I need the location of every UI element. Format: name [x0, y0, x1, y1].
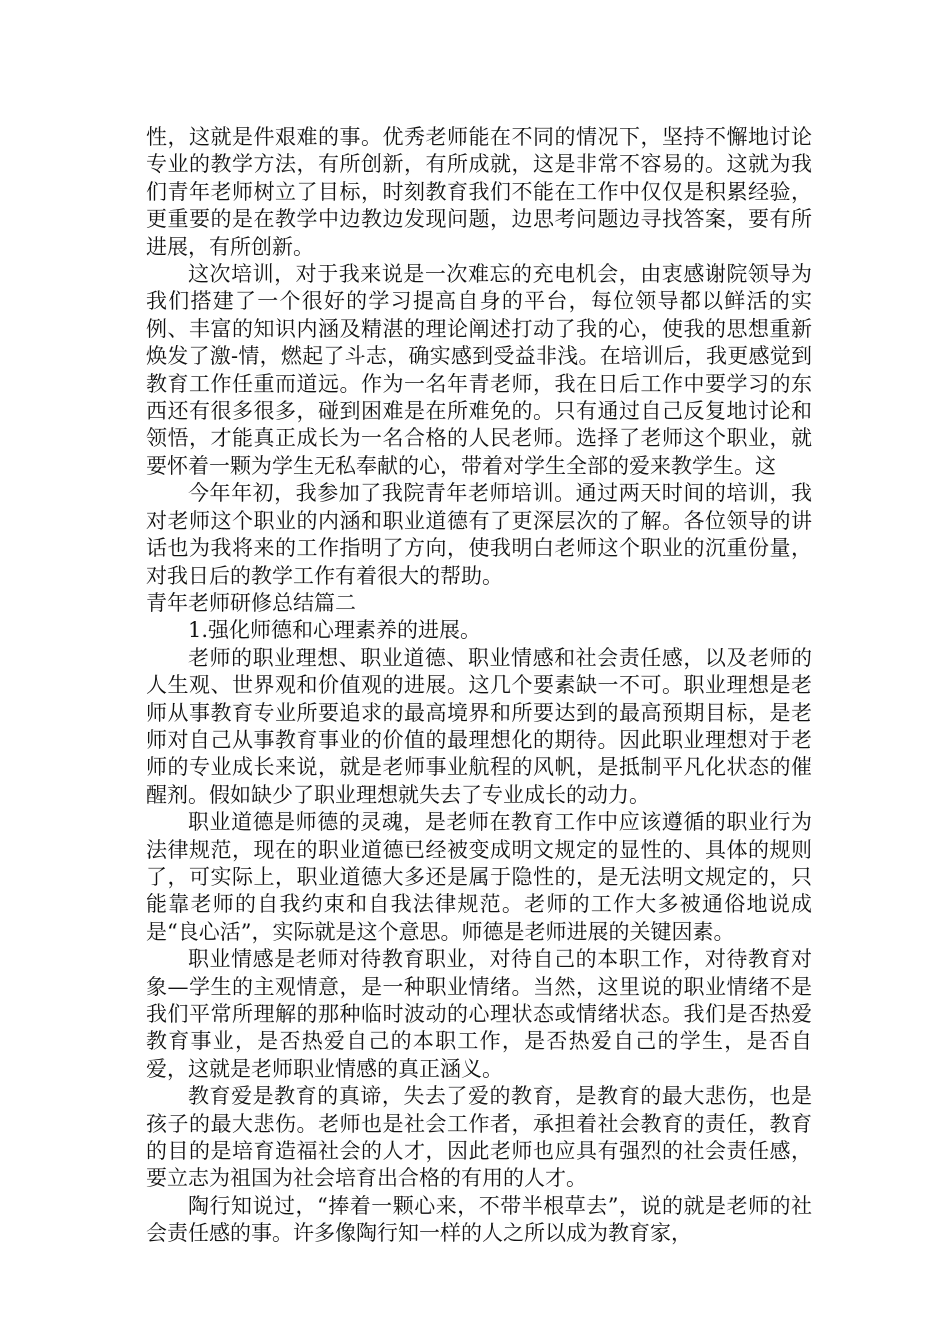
paragraph-2: 这次培训，对于我来说是一次难忘的充电机会，由衷感谢院领导为我们搭建了一个很好的学习提高自身的平台，每位领导都以鲜活的实例、丰富的知识内涵及精湛的理论阐述打动了我的心，使我的思想重新焕发了激-情，燃起了斗志，确实感到受益非浅。在培训后，我更感觉到教育工作任重而道远。作为一名年青老师，我在日后工作中要学习的东西还有很多很多，碰到困难是在所难免的。只有通过自己反复地讨论和领悟，才能真正成长为一名合格的人民老师。选择了老师这个职业，就要怀着一颗为学生无私奉献的心，带着对学生全部的爱来教学生。这 — [146, 262, 812, 478]
paragraph-6: 职业道德是师德的灵魂，是老师在教育工作中应该遵循的职业行为法律规范，现在的职业道德已经被变成明文规定的显性的、具体的规则了，可实际上，职业道德大多还是属于隐性的，是无法明文规定的，只能靠老师的自我约束和自我法律规范。老师的工作大多被通俗地说成是“良心活”，实际就是这个意思。师德是老师进展的关键因素。 — [146, 810, 812, 944]
paragraph-1: 性，这就是件艰难的事。优秀老师能在不同的情况下，坚持不懈地讨论专业的教学方法，有所创新，有所成就，这是非常不容易的。这就为我们青年老师树立了目标，时刻教育我们不能在工作中仅仅是积累经验，更重要的是在教学中边教边发现问题，边思考问题边寻找答案，要有所进展，有所创新。 — [146, 125, 812, 259]
paragraph-9: 陶行知说过，“捧着一颗心来，不带半根草去”，说的就是老师的社会责任感的事。许多像陶行知一样的人之所以成为教育家， — [146, 1193, 812, 1246]
section-heading: 青年老师研修总结篇二 — [146, 590, 356, 615]
paragraph-4: 1.强化师德和心理素养的进展。 — [188, 618, 482, 643]
document-body — [146, 124, 812, 1248]
paragraph-8: 教育爱是教育的真谛，失去了爱的教育，是教育的最大悲伤，也是孩子的最大悲伤。老师也是社会工作者，承担着社会教育的责任，教育的目的是培育造福社会的人才，因此老师也应具有强烈的社会责任感，要立志为祖国为社会培育出合格的有用的人才。 — [146, 1084, 812, 1191]
paragraph-7: 职业情感是老师对待教育职业，对待自己的本职工作，对待教育对象—学生的主观情意，是一种职业情绪。当然，这里说的职业情绪不是我们平常所理解的那种临时波动的心理状态或情绪状态。我们是否热爱教育事业，是否热爱自己的本职工作，是否热爱自己的学生，是否自爱，这就是老师职业情感的真正涵义。 — [146, 947, 812, 1081]
paragraph-3: 今年年初，我参加了我院青年老师培训。通过两天时间的培训，我对老师这个职业的内涵和职业道德有了更深层次的了解。各位领导的讲话也为我将来的工作指明了方向，使我明白老师这个职业的沉重份量，对我日后的教学工作有着很大的帮助。 — [146, 481, 812, 588]
paragraph-5: 老师的职业理想、职业道德、职业情感和社会责任感，以及老师的人生观、世界观和价值观的进展。这几个要素缺一不可。职业理想是老师从事教育专业所要追求的最高境界和所要达到的最高预期目标，是老师对自己从事教育事业的价值的最理想化的期待。因此职业理想对于老师的专业成长来说，就是老师事业航程的风帆，是抵制平凡化状态的催醒剂。假如缺少了职业理想就失去了专业成长的动力。 — [146, 645, 812, 807]
